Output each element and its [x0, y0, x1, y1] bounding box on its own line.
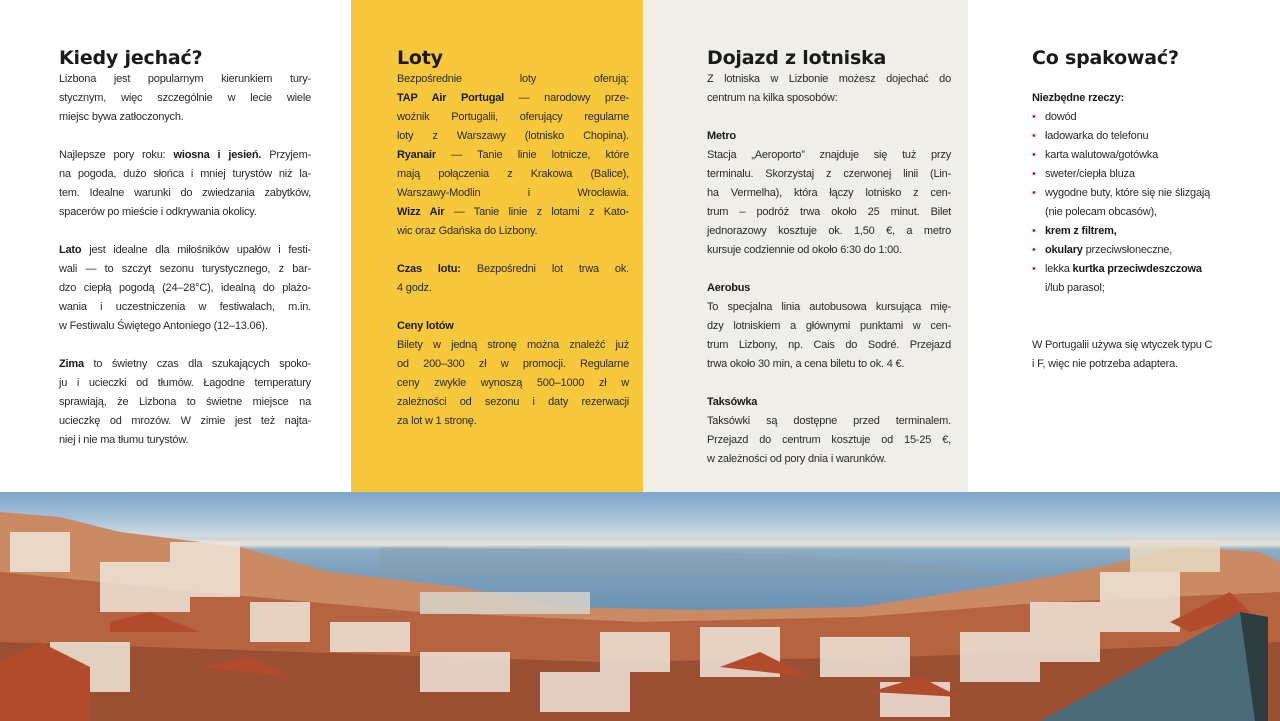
text: kursuje codziennie od około 6:30 do 1:00.	[707, 244, 902, 256]
text: Przyjem-	[261, 149, 311, 161]
section-title-flights: Loty	[397, 47, 443, 69]
text-line	[59, 184, 311, 203]
text-line	[59, 108, 311, 127]
text: jest idealne dla miłośników upałów i festi-	[81, 244, 311, 256]
lisbon-panorama-photo	[0, 492, 1280, 721]
bold-text: Metro	[707, 130, 736, 142]
bold-text: Ryanair	[397, 149, 436, 161]
text: Bezpośrednie loty oferują:	[397, 73, 629, 85]
list-item	[1032, 127, 1264, 146]
text-line	[707, 203, 951, 222]
text-line	[59, 374, 311, 393]
bullet-icon: •	[1032, 187, 1036, 199]
bullet-icon: •	[1032, 168, 1036, 180]
text-line	[707, 241, 951, 260]
text-line	[397, 70, 629, 89]
list-item	[1032, 260, 1264, 279]
list-item	[1032, 184, 1264, 203]
text: w zależności od pory dnia i warunków.	[707, 453, 887, 465]
text: ha Vermelha), która łączy lotnisko z cen-	[707, 187, 951, 199]
text-line	[1032, 279, 1264, 298]
text-line	[59, 393, 311, 412]
text-line	[397, 336, 629, 355]
blank-line	[707, 108, 951, 127]
section-title-airport-transfer: Dojazd z lotniska	[707, 47, 887, 69]
bold-text: TAP Air Portugal	[397, 92, 505, 104]
text-line	[707, 279, 951, 298]
text-line	[397, 203, 629, 222]
blank-line	[1032, 70, 1264, 89]
text: Taksówki są dostępne przed terminalem.	[707, 415, 951, 427]
bullet-icon: •	[1032, 149, 1036, 161]
text: od 200–300 zł w promocji. Regularne	[397, 358, 629, 370]
text-line	[707, 298, 951, 317]
bullet-icon: •	[1032, 225, 1036, 237]
text: to świetny czas dla szukających spoko-	[83, 358, 311, 370]
text-line	[707, 127, 951, 146]
text: trum Lizbony, np. Cais do Sodré. Przejazd	[707, 339, 951, 351]
text: Przejazd do centrum kosztuje od 15-25 €,	[707, 434, 951, 446]
column-when-to-go	[0, 0, 351, 492]
bullet-icon: •	[1032, 111, 1036, 123]
text: ju i ucieczki od tłumów. Łagodne temperatury	[59, 377, 311, 389]
text-line	[397, 412, 629, 431]
text-line	[707, 222, 951, 241]
text-line	[397, 127, 629, 146]
text: w Festiwalu Świętego Antoniego (12–13.06).	[59, 320, 268, 332]
text-line	[397, 184, 629, 203]
section-title-when-to-go: Kiedy jechać?	[59, 47, 203, 69]
text: ucieczkę od mrozów. W zimie jest też najta-	[59, 415, 311, 427]
text-line	[707, 165, 951, 184]
text-line	[1032, 89, 1264, 108]
bold-text: Wizz Air	[397, 206, 445, 218]
text-line	[397, 393, 629, 412]
text-line	[59, 203, 311, 222]
text-line	[59, 165, 311, 184]
blank-line	[1032, 298, 1264, 317]
text-line	[59, 279, 311, 298]
text-line	[707, 336, 951, 355]
text: i/lub parasol;	[1045, 282, 1105, 294]
bold-text: wiosna i jesień.	[173, 149, 262, 161]
text-line	[707, 355, 951, 374]
text-line	[397, 108, 629, 127]
text-line	[59, 355, 311, 374]
text-line	[59, 298, 311, 317]
text: przeciwsłoneczne,	[1082, 244, 1173, 256]
text-line	[707, 89, 951, 108]
text: trum – podróż trwa około 25 minut. Bilet	[707, 206, 951, 218]
text-line	[707, 431, 951, 450]
text: na pogoda, dużo słońca i mniej turystów niż la-	[59, 168, 311, 180]
column-flights	[351, 0, 643, 492]
text-line	[397, 89, 629, 108]
text-line	[59, 412, 311, 431]
text: wania i uczestniczenia w festiwalach, m.in.	[59, 301, 311, 313]
text-line	[707, 146, 951, 165]
text: loty z Warszawy (lotnisko Chopina).	[397, 130, 629, 142]
text: 4 godz.	[397, 282, 432, 294]
text: wygodne buty, które się nie ślizgają	[1045, 187, 1211, 199]
text: dzo ciepłą pogodą (24–28°C), idealną do plażo-	[59, 282, 311, 294]
bold-text: Taksówka	[707, 396, 758, 408]
blank-line	[397, 298, 629, 317]
text-line	[1032, 203, 1264, 222]
bold-text: Ceny lotów	[397, 320, 454, 332]
bold-text: krem z filtrem,	[1045, 225, 1117, 237]
text: Najlepsze pory roku:	[59, 149, 174, 161]
bullet-icon: •	[1032, 130, 1036, 142]
text: — narodowy prze-	[504, 92, 629, 104]
text-line	[397, 355, 629, 374]
text-line	[59, 89, 311, 108]
text: miejsc bywa zatłoczonych.	[59, 111, 184, 123]
text-line	[397, 222, 629, 241]
text-line	[397, 317, 629, 336]
list-item	[1032, 241, 1264, 260]
text-line	[707, 393, 951, 412]
text: wic oraz Gdańska do Lizbony.	[397, 225, 538, 237]
bold-text: Lato	[59, 244, 82, 256]
text: dzy lotniskiem a głównymi punktami w cen-	[707, 320, 951, 332]
text: terminalu. Skorzystaj z czerwonej linii (Lin-	[707, 168, 951, 180]
text-line	[59, 241, 311, 260]
text: To specjalna linia autobusowa kursująca mię-	[707, 301, 951, 313]
text: — Tanie linie z lotami z Kato-	[444, 206, 629, 218]
text: zależności od sezonu i daty rezerwacji	[397, 396, 629, 408]
section-title-packing: Co spakować?	[1032, 47, 1179, 69]
text-line	[397, 374, 629, 393]
text: stycznym, więc szczególnie w lecie wiele	[59, 92, 311, 104]
text-line	[707, 450, 951, 469]
text-line	[397, 260, 629, 279]
bold-text: Zima	[59, 358, 84, 370]
text-line	[1032, 355, 1264, 374]
text-line	[707, 184, 951, 203]
text: niej i nie ma tłumu turystów.	[59, 434, 189, 446]
text: Lizbona jest popularnym kierunkiem tury-	[59, 73, 311, 85]
blank-line	[707, 260, 951, 279]
text: karta walutowa/gotówka	[1045, 149, 1158, 161]
bold-text: okulary	[1045, 244, 1083, 256]
text-line	[1032, 336, 1264, 355]
list-item	[1032, 222, 1264, 241]
text: wali — to szczyt sezonu turystycznego, z bar-	[59, 263, 311, 275]
text: ładowarka do telefonu	[1045, 130, 1149, 142]
text-line	[707, 317, 951, 336]
text: — Tanie linie lotnicze, które	[435, 149, 629, 161]
bold-text: Aerobus	[707, 282, 751, 294]
text: Stacja „Aeroporto” znajduje się tuż przy	[707, 149, 951, 161]
text-line	[59, 431, 311, 450]
text: jednorazowy kosztuje ok. 1,50 €, a metro	[707, 225, 951, 237]
list-item	[1032, 108, 1264, 127]
text: za lot w 1 stronę.	[397, 415, 477, 427]
text-line	[59, 70, 311, 89]
text: woźnik Portugalii, oferujący regularne	[397, 111, 629, 123]
text: dowód	[1045, 111, 1077, 123]
text: Bilety w jedną stronę można znaleźć już	[397, 339, 629, 351]
blank-line	[1032, 317, 1264, 336]
text: mają połączenia z Krakowa (Balice),	[397, 168, 629, 180]
blank-line	[59, 222, 311, 241]
text-line	[59, 146, 311, 165]
bold-text: kurtka przeciwdeszczowa	[1072, 263, 1202, 275]
text-line	[397, 146, 629, 165]
text-line	[59, 260, 311, 279]
text: ceny zwykle wynoszą 500–1000 zł w	[397, 377, 629, 389]
text: sprawiają, że Lizbona to świetne miejsce na	[59, 396, 311, 408]
text: i F, więc nie potrzeba adaptera.	[1032, 358, 1178, 370]
text: centrum na kilka sposobów:	[707, 92, 838, 104]
text-line	[397, 279, 629, 298]
text: trwa około 30 min, a cena biletu to ok. 4 €.	[707, 358, 905, 370]
column-airport-transfer	[643, 0, 968, 492]
text: (nie polecam obcasów),	[1045, 206, 1157, 218]
bold-text: Niezbędne rzeczy:	[1032, 92, 1124, 104]
text: W Portugalii używa się wtyczek typu C	[1032, 339, 1213, 351]
column-packing	[968, 0, 1280, 492]
text-line	[707, 70, 951, 89]
bullet-icon: •	[1032, 244, 1036, 256]
text: lekka	[1045, 263, 1073, 275]
text: tem. Idealne warunki do zwiedzania zabytków,	[59, 187, 311, 199]
bold-text: Czas lotu:	[397, 263, 461, 275]
blank-line	[59, 127, 311, 146]
text: Z lotniska w Lizbonie możesz dojechać do	[707, 73, 951, 85]
text: Warszawy-Modlin i Wrocławia.	[397, 187, 629, 199]
list-item	[1032, 165, 1264, 184]
blank-line	[397, 241, 629, 260]
text-line	[397, 165, 629, 184]
text: sweter/ciepła bluza	[1045, 168, 1135, 180]
text-line	[59, 317, 311, 336]
blank-line	[707, 374, 951, 393]
text: spacerów po mieście i odkrywania okolicy.	[59, 206, 257, 218]
bullet-icon: •	[1032, 263, 1036, 275]
list-item	[1032, 146, 1264, 165]
text-line	[707, 412, 951, 431]
text: Bezpośredni lot trwa ok.	[460, 263, 629, 275]
blank-line	[59, 336, 311, 355]
